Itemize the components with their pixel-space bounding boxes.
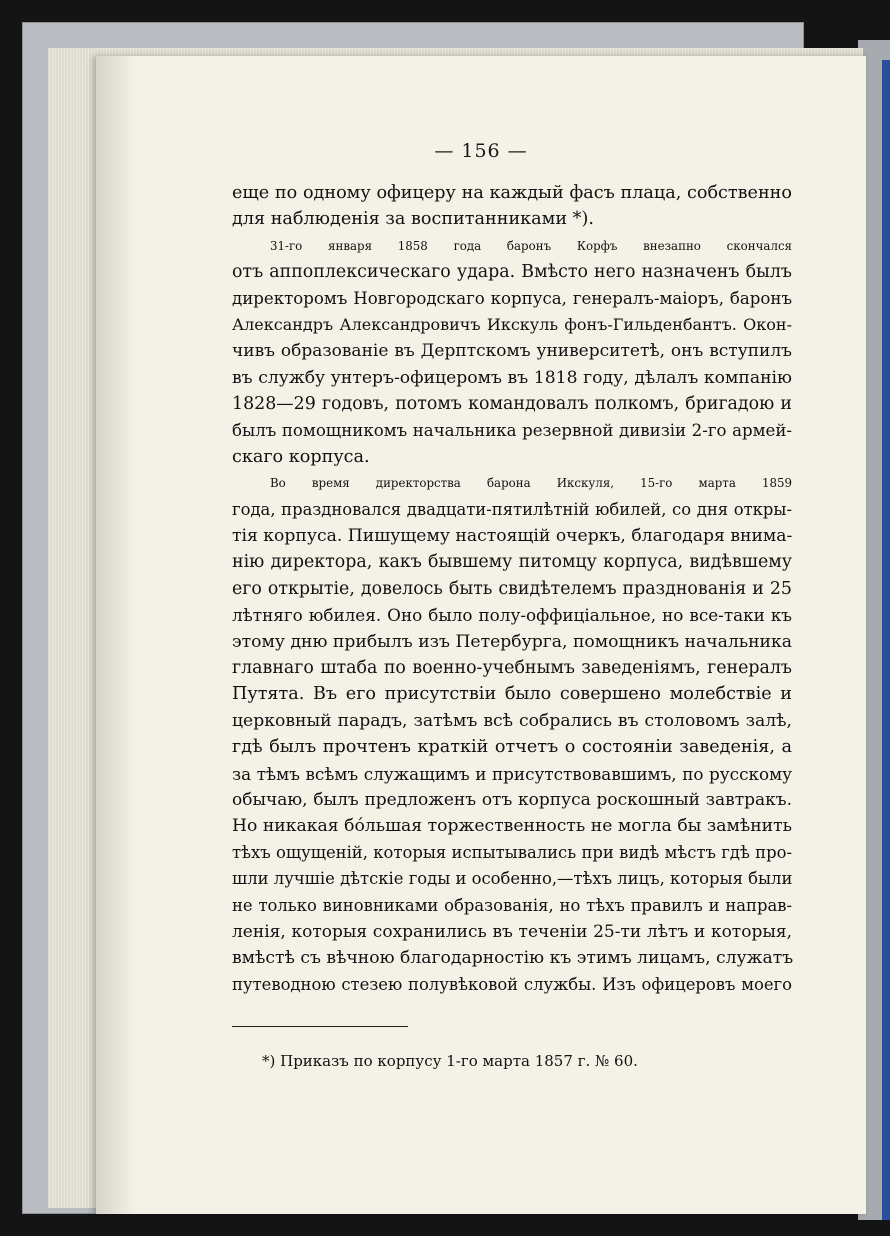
text-line: тія корпуса. Пишущему настоящій очеркъ, благодаря внима- [232, 526, 793, 547]
text-line: шли лучшіе дѣтскіе годы и особенно,—тѣхъ лицъ, которыя были [232, 869, 793, 889]
text-line: вмѣстѣ съ вѣчною благодарностію къ этимъ лицамъ, служатъ [232, 948, 794, 969]
text-line: гдѣ былъ прочтенъ краткій отчетъ о состояніи заведенія, а [232, 737, 792, 758]
text-line: главнаго штаба по военно-учебнымъ заведеніямъ, генералъ [232, 658, 792, 679]
text-line: обычаю, былъ предложенъ отъ корпуса роскошный завтракъ. [232, 789, 792, 810]
footnote: *) Приказъ по корпусу 1-го марта 1857 г. № 60. [262, 1052, 638, 1070]
book-page [96, 56, 866, 1214]
text-line: еще по одному офицеру на каждый фасъ плаца, собственно [232, 183, 792, 203]
gutter-shadow [96, 56, 136, 1214]
text-line: Во время директорства барона Икскуля, 15-го марта 1859 [270, 476, 792, 491]
text-line: директоромъ Новгородскаго корпуса, генералъ-маіоръ, баронъ [232, 288, 792, 308]
text-line: 1828—29 годовъ, потомъ командовалъ полкомъ, бригадою и [232, 394, 792, 415]
text-line: Путята. Въ его присутствіи было совершено молебствіе и [232, 684, 792, 705]
text-line: его открытіе, довелось быть свидѣтелемъ празднованія и 25 [232, 578, 792, 599]
text-line: скаго корпуса. [232, 446, 370, 467]
text-line: Александръ Александровичъ Икскуль фонъ-Гильденбантъ. Окон- [232, 314, 792, 334]
text-line: года, праздновался двадцати-пятилѣтній юбилей, со дня откры- [232, 499, 792, 519]
footnote-rule [232, 1026, 408, 1027]
text-line: для наблюденія за воспитанниками *). [232, 209, 594, 230]
text-line: былъ помощникомъ начальника резервной дивизіи 2-го армей- [232, 420, 792, 440]
text-line: въ службу унтеръ-офицеромъ въ 1818 году, дѣлалъ компанію [232, 367, 792, 388]
text-line: этому дню прибылъ изъ Петербурга, помощникъ начальника [232, 631, 792, 652]
text-line: чивъ образованіе въ Дерптскомъ университетѣ, онъ вступилъ [232, 341, 792, 362]
book-cover-edge [882, 60, 890, 1220]
text-line: 31-го января 1858 года баронъ Корфъ внезапно скончался [270, 238, 792, 253]
page-number: — 156 — [434, 140, 528, 162]
text-line: ленія, которыя сохранились въ теченіи 25-ти лѣтъ и которыя, [232, 921, 792, 942]
text-line: за тѣмъ всѣмъ служащимъ и присутствовавшимъ, по русскому [232, 763, 792, 784]
text-line: тѣхъ ощущеній, которыя испытывались при видѣ мѣстъ гдѣ про- [232, 842, 792, 862]
text-line: отъ аппоплексическаго удара. Вмѣсто него назначенъ былъ [232, 262, 792, 283]
body-text [232, 180, 792, 998]
text-line: церковный парадъ, затѣмъ всѣ собрались въ столовомъ залѣ, [232, 710, 792, 731]
text-line: лѣтняго юбилея. Оно было полу-оффиціальное, но все-таки къ [232, 605, 792, 626]
text-line: нію директора, какъ бывшему питомцу корпуса, видѣвшему [232, 552, 792, 573]
text-line: путеводною стезею полувѣковой службы. Изъ офицеровъ моего [232, 974, 792, 994]
text-line: не только виновниками образованія, но тѣхъ правилъ и направ- [232, 895, 792, 915]
text-line: Но никакая бóльшая торжественность не могла бы замѣнить [232, 816, 792, 837]
